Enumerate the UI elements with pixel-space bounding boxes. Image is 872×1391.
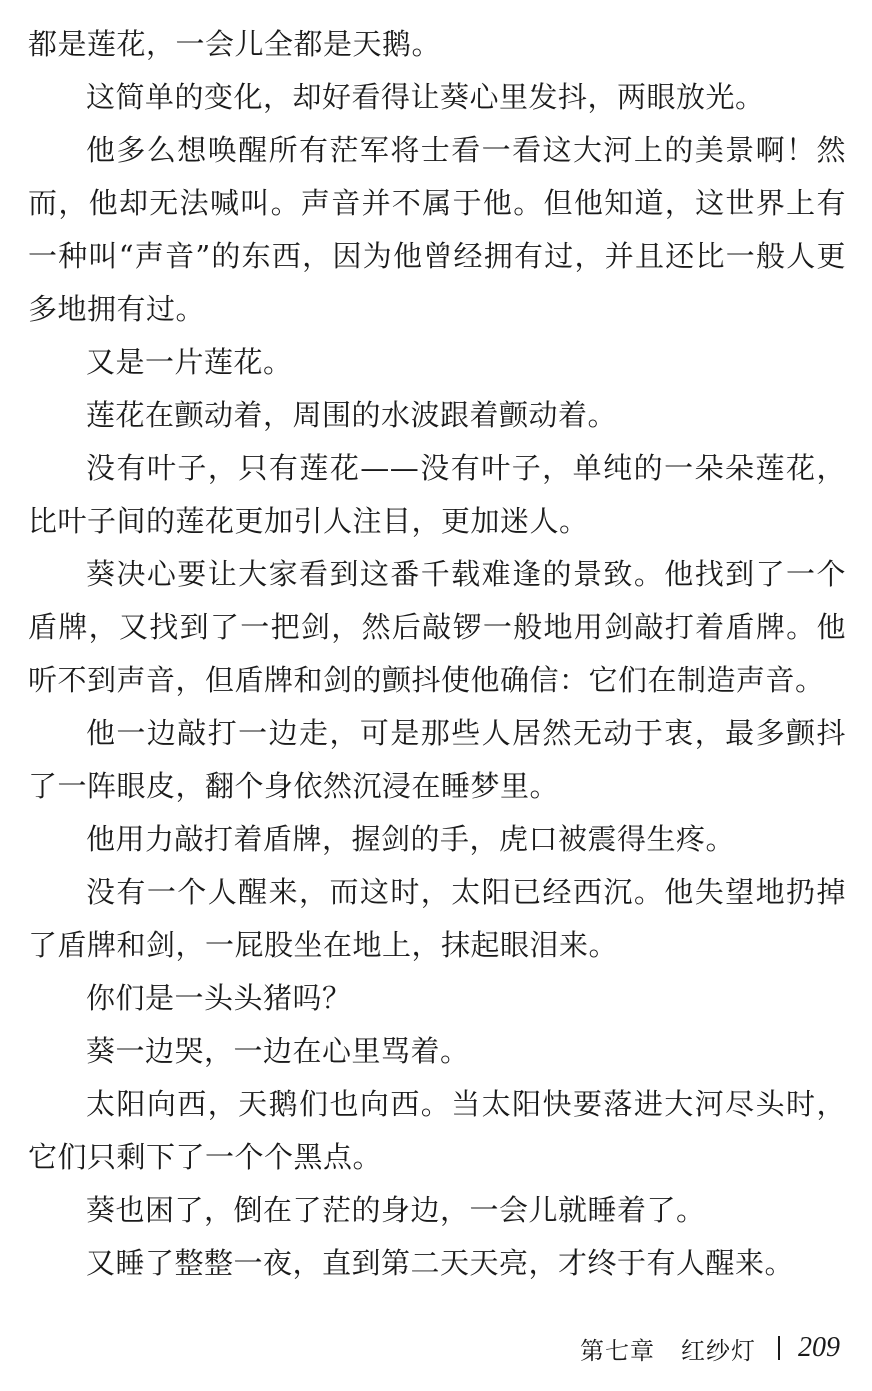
body-text: [28, 18, 846, 1290]
chapter-label: 第七章: [580, 1336, 655, 1365]
footer-divider: [778, 1336, 780, 1360]
paragraph: 又是一片莲花。: [86, 345, 293, 379]
paragraph: 你们是一头头猪吗？: [86, 981, 352, 1015]
paragraph: 没有一个人醒来，而这时，太阳已经西沉。他失望地扔掉了盾牌和剑，一屁股坐在地上，抹起眼泪来。: [28, 875, 846, 962]
paragraph: 都是莲花，一会儿全都是天鹅。: [28, 27, 442, 61]
page-number: 209: [798, 1332, 840, 1363]
paragraph: 葵决心要让大家看到这番千载难逢的景致。他找到了一个盾牌，又找到了一把剑，然后敲锣一般地用剑敲打着盾牌。他听不到声音，但盾牌和剑的颤抖使他确信：它们在制造声音。: [28, 557, 846, 697]
chapter-title: 红纱灯: [681, 1336, 756, 1365]
paragraph: 葵一边哭，一边在心里骂着。: [86, 1034, 470, 1068]
page-footer: [580, 1328, 840, 1368]
paragraph: 太阳向西，天鹅们也向西。当太阳快要落进大河尽头时，它们只剩下了一个个黑点。: [28, 1087, 846, 1174]
paragraph: 没有叶子，只有莲花——没有叶子，单纯的一朵朵莲花，比叶子间的莲花更加引人注目，更加迷人。: [28, 451, 846, 538]
paragraph: 他多么想唤醒所有茫军将士看一看这大河上的美景啊！然而，他却无法喊叫。声音并不属于他。但他知道，这世界上有一种叫“声音”的东西，因为他曾经拥有过，并且还比一般人更多地拥有过。: [28, 133, 846, 326]
paragraph: 他用力敲打着盾牌，握剑的手，虎口被震得生疼。: [86, 822, 736, 856]
paragraph: 莲花在颤动着，周围的水波跟着颤动着。: [86, 398, 618, 432]
paragraph: 这简单的变化，却好看得让葵心里发抖，两眼放光。: [86, 80, 765, 114]
paragraph: 葵也困了，倒在了茫的身边，一会儿就睡着了。: [86, 1193, 706, 1227]
paragraph: 又睡了整整一夜，直到第二天天亮，才终于有人醒来。: [86, 1246, 795, 1280]
paragraph: 他一边敲打一边走，可是那些人居然无动于衷，最多颤抖了一阵眼皮，翻个身依然沉浸在睡梦里。: [28, 716, 846, 803]
